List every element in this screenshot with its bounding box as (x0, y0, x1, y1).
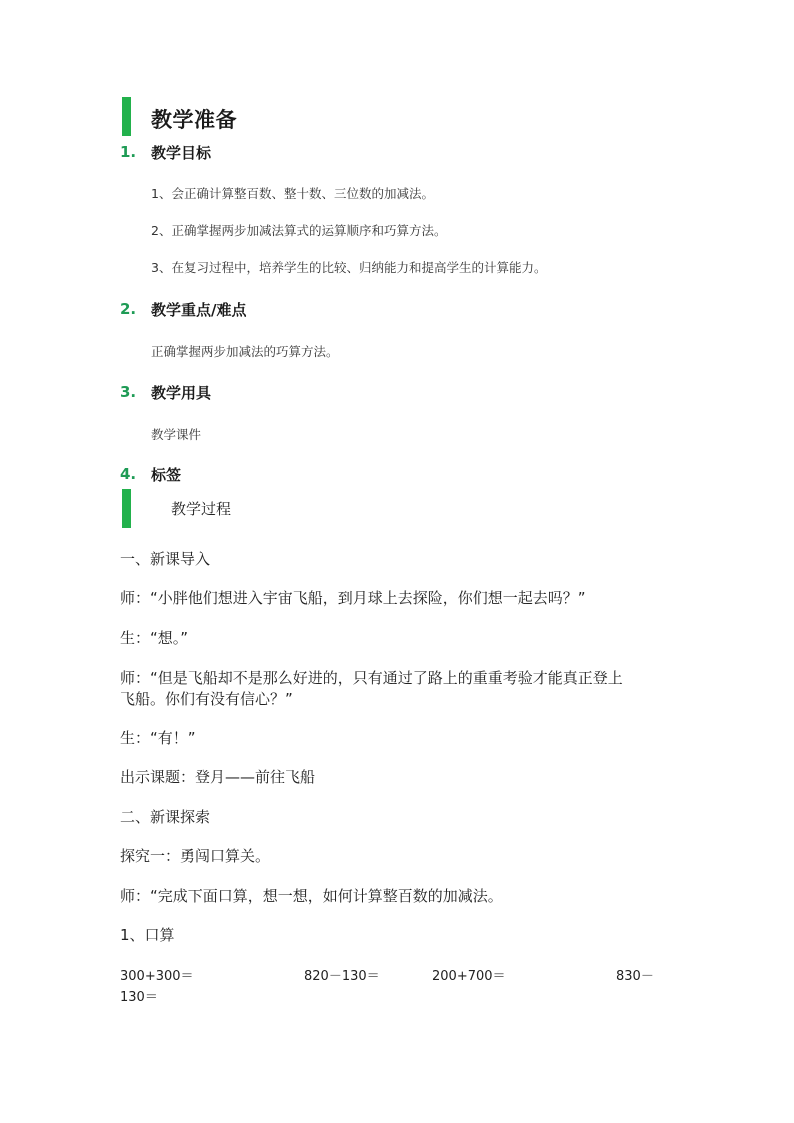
paragraph-student-1: 生：“想。” (120, 629, 189, 647)
oral-math-continuation: 130＝ (120, 990, 158, 1005)
paragraph-explore-1: 探究一：勇闯口算关。 (120, 847, 271, 865)
heading-accent-bar (122, 97, 131, 136)
goal-item-1: 1、会正确计算整百数、整十数、三位数的加减法。 (151, 186, 434, 201)
paragraph-teacher-2-line-1: 师：“但是飞船却不是那么好进的，只有通过了路上的重重考验才能真正登上 (120, 669, 623, 687)
heading-accent-bar (122, 489, 131, 528)
section-title-tags: 标签 (151, 466, 182, 484)
paragraph-teacher-2-line-2: 飞船。你们有没有信心？” (120, 690, 293, 708)
oral-math-item-3: 200+700＝ (432, 969, 506, 984)
process-title: 教学过程 (171, 500, 232, 518)
paragraph-oral-math-label: 1、口算 (120, 926, 175, 944)
paragraph-teacher-1: 师：“小胖他们想进入宇宙飞船，到月球上去探险，你们想一起去吗？” (120, 589, 586, 607)
paragraph-lesson-title: 出示课题：登月——前往飞船 (120, 768, 316, 786)
goal-item-2: 2、正确掌握两步加减法算式的运算顺序和巧算方法。 (151, 223, 447, 238)
section-number-2: 2. (120, 300, 137, 318)
section-title-goals: 教学目标 (151, 144, 212, 162)
paragraph-teacher-3: 师：“完成下面口算，想一想，如何计算整百数的加减法。 (120, 887, 503, 905)
prep-title: 教学准备 (151, 108, 237, 132)
paragraph-explore-heading: 二、新课探索 (120, 808, 211, 826)
section-number-3: 3. (120, 383, 137, 401)
tools-item: 教学课件 (151, 427, 202, 442)
section-number-1: 1. (120, 143, 137, 161)
oral-math-item-2: 820－130＝ (304, 969, 380, 984)
oral-math-item-1: 300+300＝ (120, 969, 194, 984)
paragraph-intro-heading: 一、新课导入 (120, 550, 211, 568)
keypoint-item: 正确掌握两步加减法的巧算方法。 (151, 344, 339, 359)
goal-item-3: 3、在复习过程中，培养学生的比较、归纳能力和提高学生的计算能力。 (151, 260, 547, 275)
section-number-4: 4. (120, 465, 137, 483)
section-title-tools: 教学用具 (151, 384, 212, 402)
oral-math-item-4: 830－ (616, 969, 654, 984)
paragraph-student-2: 生：“有！” (120, 729, 196, 747)
section-title-keypoints: 教学重点/难点 (151, 301, 247, 319)
